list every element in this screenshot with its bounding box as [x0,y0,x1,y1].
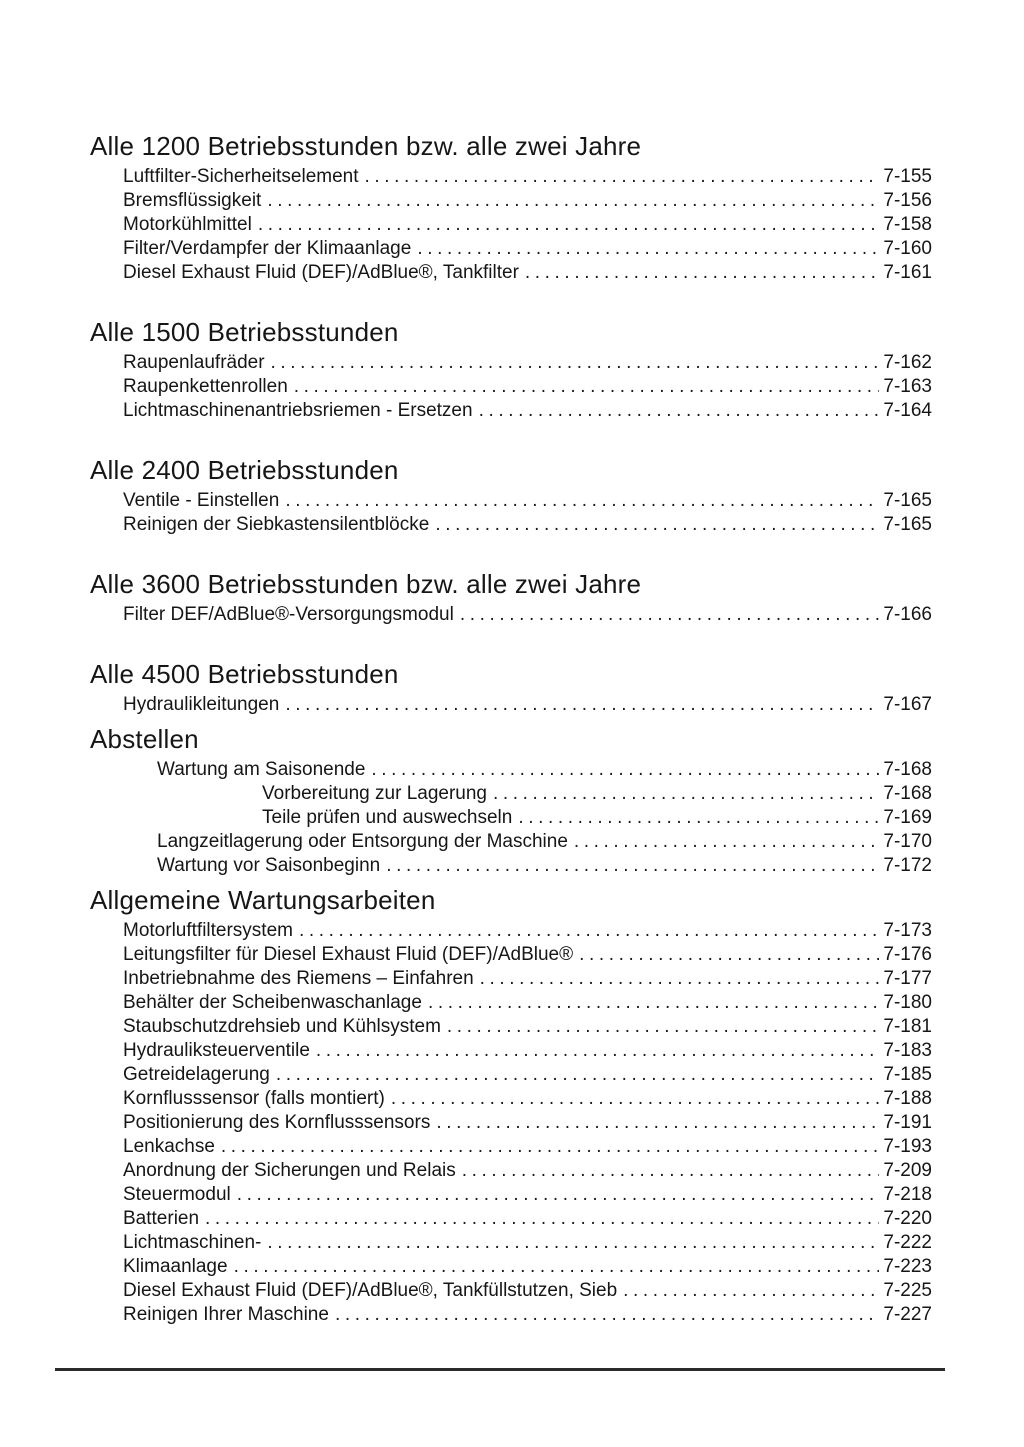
dot-leader [294,375,880,399]
dot-leader [285,693,879,717]
entry-page-number: 7-167 [883,694,932,715]
entry-page-number: 7-166 [883,604,932,625]
entry-page-number: 7-155 [883,166,932,187]
entry-title: Behälter der Scheibenwaschanlage [123,992,422,1013]
dot-leader [271,351,880,375]
entry-title: Motorkühlmittel [123,214,252,235]
entry-title: Getreidelagerung [123,1064,270,1085]
dot-leader [386,854,879,878]
entry-title: Raupenkettenrollen [123,376,288,397]
toc-entry [90,1183,932,1207]
toc-entry [90,830,932,854]
entry-title: Lichtmaschinenantriebsriemen - Ersetzen [123,400,473,421]
toc-section [90,724,932,878]
toc-entry [90,189,932,213]
entry-title: Wartung vor Saisonbeginn [157,855,381,876]
entry-title: Luftfilter-Sicherheitselement [123,166,359,187]
dot-leader [525,261,879,285]
toc-entry [90,967,932,991]
entry-title: Inbetriebnahme des Riemens – Einfahren [123,968,474,989]
toc-entry [90,351,932,375]
dot-leader [579,943,879,967]
entry-page-number: 7-165 [883,490,932,511]
entry-page-number: 7-163 [883,376,932,397]
toc-entry [90,1063,932,1087]
toc-entry [90,237,932,261]
toc-entry [90,1135,932,1159]
entry-page-number: 7-172 [883,855,932,876]
entry-page-number: 7-218 [883,1184,932,1205]
toc-section [90,317,932,423]
toc-entry [90,375,932,399]
entry-title: Batterien [123,1208,200,1229]
section-heading: Allgemeine Wartungsarbeiten [90,885,436,915]
entry-title: Reinigen der Siebkastensilentblöcke [123,514,430,535]
entry-page-number: 7-156 [883,190,932,211]
dot-leader [267,189,879,213]
entry-page-number: 7-162 [883,352,932,373]
entry-page-number: 7-177 [883,968,932,989]
entry-title: Diesel Exhaust Fluid (DEF)/AdBlue®, Tankfilter [123,262,519,283]
toc-entry [90,1111,932,1135]
entry-page-number: 7-227 [883,1304,932,1325]
section-heading: Alle 4500 Betriebsstunden [90,659,399,689]
toc-entry [90,1303,932,1327]
toc-entry [90,1255,932,1279]
toc-entry [90,213,932,237]
toc-section [90,885,932,1327]
dot-leader [234,1255,880,1279]
entry-page-number: 7-193 [883,1136,932,1157]
entry-title: Ventile - Einstellen [123,490,280,511]
toc-entry [90,1207,932,1231]
section-heading: Alle 3600 Betriebsstunden bzw. alle zwei Jahre [90,569,642,599]
entry-page-number: 7-183 [883,1040,932,1061]
entry-title: Raupenlaufräder [123,352,265,373]
entry-page-number: 7-185 [883,1064,932,1085]
dot-leader [365,165,880,189]
dot-leader [462,1159,880,1183]
toc-entry [90,1039,932,1063]
dot-leader [480,967,880,991]
entry-page-number: 7-188 [883,1088,932,1109]
entry-title: Hydrauliksteuerventile [123,1040,310,1061]
entry-page-number: 7-176 [883,944,932,965]
dot-leader [574,830,880,854]
entry-page-number: 7-220 [883,1208,932,1229]
dot-leader [447,1015,879,1039]
entry-title: Lichtmaschinen- [123,1232,262,1253]
section-heading: Alle 1200 Betriebsstunden bzw. alle zwei Jahre [90,131,642,161]
toc-entry [90,513,932,537]
entry-page-number: 7-223 [883,1256,932,1277]
dot-leader [335,1303,879,1327]
toc-entry [90,806,932,830]
section-heading: Alle 1500 Betriebsstunden [90,317,399,347]
dot-leader [221,1135,879,1159]
entry-page-number: 7-173 [883,920,932,941]
dot-leader [205,1207,879,1231]
toc-entry [90,165,932,189]
entry-title: Vorbereitung zur Lagerung [262,783,487,804]
toc-section [90,659,932,717]
dot-leader [479,399,880,423]
entry-page-number: 7-191 [883,1112,932,1133]
dot-leader [316,1039,879,1063]
section-heading: Alle 2400 Betriebsstunden [90,455,399,485]
dot-leader [493,782,879,806]
dot-leader [258,213,880,237]
toc-entry [90,854,932,878]
entry-title: Positionierung des Kornflusssensors [123,1112,431,1133]
toc-entry [90,693,932,717]
toc-entry [90,489,932,513]
entry-page-number: 7-170 [883,831,932,852]
toc-entry [90,782,932,806]
entry-title: Langzeitlagerung oder Entsorgung der Maschine [157,831,568,852]
entry-page-number: 7-181 [883,1016,932,1037]
entry-title: Wartung am Saisonende [157,759,366,780]
entry-title: Steuermodul [123,1184,231,1205]
entry-title: Staubschutzdrehsieb und Kühlsystem [123,1016,441,1037]
entry-page-number: 7-169 [883,807,932,828]
dot-leader [285,489,879,513]
toc-entry [90,1279,932,1303]
table-of-contents [90,131,932,1327]
footer-rule [55,1368,945,1371]
entry-title: Bremsflüssigkeit [123,190,262,211]
toc-entry [90,1087,932,1111]
entry-page-number: 7-180 [883,992,932,1013]
dot-leader [299,919,879,943]
toc-entry [90,758,932,782]
entry-page-number: 7-222 [883,1232,932,1253]
entry-title: Reinigen Ihrer Maschine [123,1304,329,1325]
entry-title: Kornflusssensor (falls montiert) [123,1088,385,1109]
toc-entry [90,603,932,627]
dot-leader [276,1063,880,1087]
dot-leader [237,1183,880,1207]
entry-title: Filter/Verdampfer der Klimaanlage [123,238,412,259]
entry-page-number: 7-164 [883,400,932,421]
toc-entry [90,261,932,285]
dot-leader [417,237,879,261]
toc-entry [90,919,932,943]
entry-page-number: 7-160 [883,238,932,259]
entry-page-number: 7-168 [883,783,932,804]
dot-leader [371,758,879,782]
entry-page-number: 7-168 [883,759,932,780]
entry-page-number: 7-161 [883,262,932,283]
dot-leader [267,1231,879,1255]
toc-entry [90,399,932,423]
entry-title: Hydraulikleitungen [123,694,280,715]
toc-entry [90,1015,932,1039]
toc-section [90,569,932,627]
entry-title: Filter DEF/AdBlue®-Versorgungsmodul [123,604,454,625]
entry-title: Leitungsfilter für Diesel Exhaust Fluid (DEF)/AdBlue® [123,944,574,965]
entry-page-number: 7-225 [883,1280,932,1301]
entry-title: Klimaanlage [123,1256,228,1277]
toc-entry [90,991,932,1015]
dot-leader [435,513,879,537]
entry-page-number: 7-209 [883,1160,932,1181]
entry-title: Diesel Exhaust Fluid (DEF)/AdBlue®, Tankfüllstutzen, Sieb [123,1280,618,1301]
dot-leader [436,1111,879,1135]
entry-page-number: 7-158 [883,214,932,235]
toc-section [90,131,932,285]
toc-section [90,455,932,537]
toc-entry [90,1231,932,1255]
dot-leader [428,991,879,1015]
dot-leader [391,1087,880,1111]
entry-page-number: 7-165 [883,514,932,535]
entry-title: Teile prüfen und auswechseln [262,807,513,828]
dot-leader [460,603,880,627]
entry-title: Motorluftfiltersystem [123,920,293,941]
dot-leader [623,1279,879,1303]
dot-leader [518,806,879,830]
entry-title: Lenkachse [123,1136,215,1157]
entry-title: Anordnung der Sicherungen und Relais [123,1160,456,1181]
toc-entry [90,1159,932,1183]
toc-entry [90,943,932,967]
section-heading: Abstellen [90,724,199,754]
